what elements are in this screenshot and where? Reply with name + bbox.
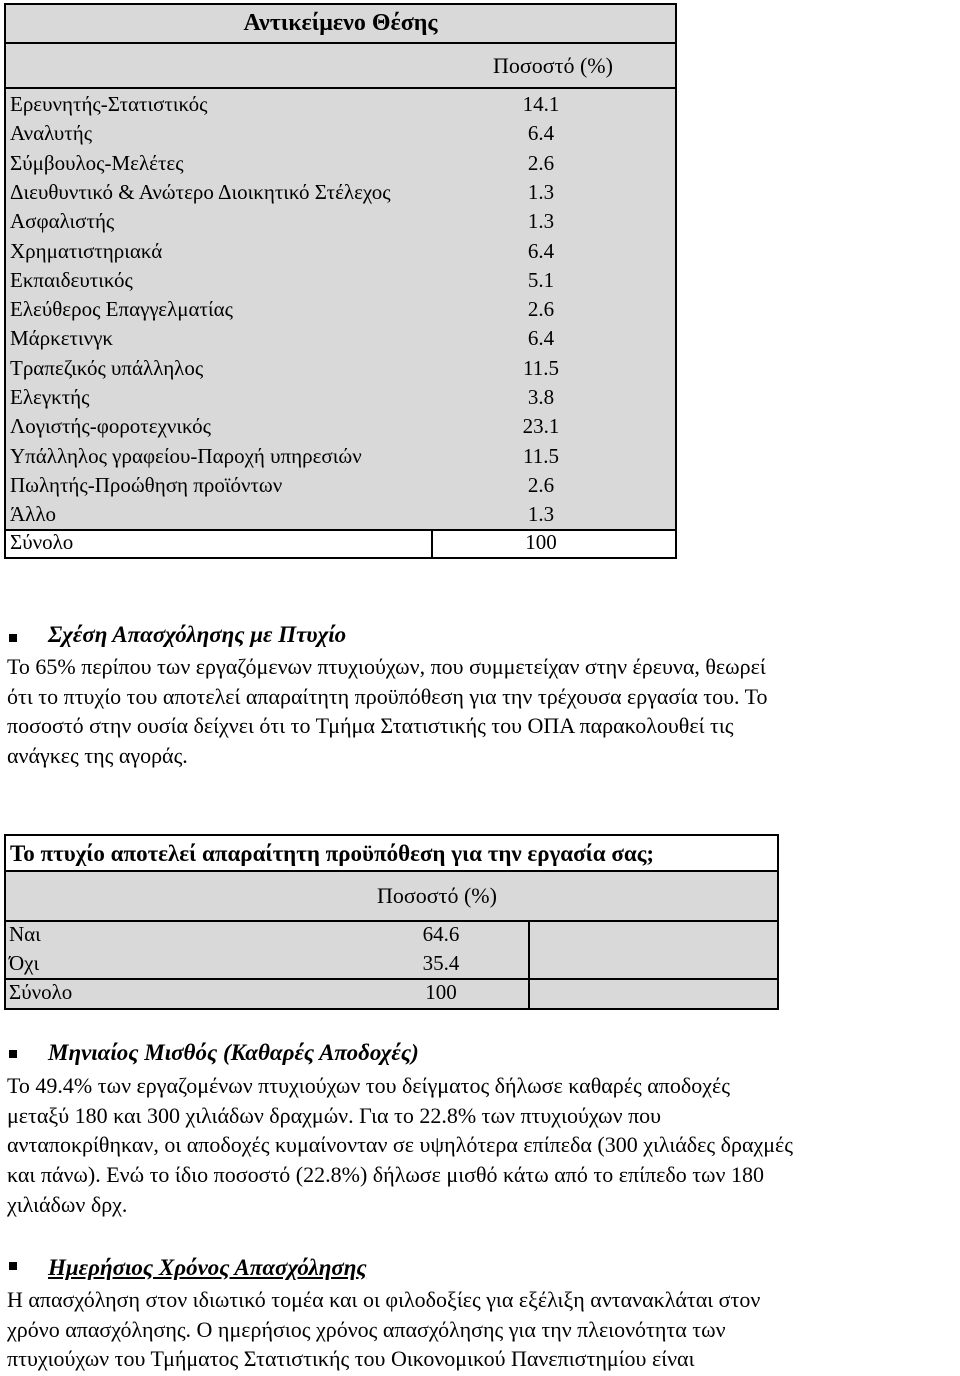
section-heading-daily-work-time: Ημερήσιος Χρόνος Απασχόλησης xyxy=(48,1255,367,1280)
total-column-divider xyxy=(528,922,530,1008)
table-row-label: Σύμβουλος-Μελέτες xyxy=(10,150,184,175)
total-label: Σύνολο xyxy=(10,530,74,554)
table-title: Το πτυχίο αποτελεί απαραίτητη προϋπόθεση για την εργασία σας; xyxy=(10,841,655,866)
section-heading-monthly-salary: Μηνιαίος Μισθός (Καθαρές Αποδοχές) xyxy=(48,1040,419,1065)
table-row-value: 2.6 xyxy=(527,297,555,322)
table-row-label: Υπάλληλος γραφείου-Παροχή υπηρεσιών xyxy=(10,443,362,468)
bullet-icon xyxy=(9,634,17,642)
paragraph-line: μεταξύ 180 και 300 χιλιάδων δραχμών. Για το 22.8% των πτυχιούχων που xyxy=(7,1102,662,1128)
table-row-value: 23.1 xyxy=(522,414,560,439)
table-row-value: 5.1 xyxy=(527,267,555,292)
paragraph-line: πτυχιούχων του Τμήματος Στατιστικής του Οικονομικού Πανεπιστημίου είναι xyxy=(7,1346,695,1372)
table-row-value: 6.4 xyxy=(527,121,555,146)
table-row-label: Ερευνητής-Στατιστικός xyxy=(10,92,208,116)
table-row-label: Χρηματιστηριακά xyxy=(10,238,163,263)
table-row-label: Εκπαιδευτικός xyxy=(10,267,133,292)
total-divider xyxy=(6,978,777,980)
table-row-label: Αναλυτής xyxy=(10,121,93,146)
column-header: Ποσοστό (%) xyxy=(377,883,497,908)
table-row-label: Άλλο xyxy=(10,502,57,527)
table-row-label: Διευθυντικό & Ανώτερο Διοικητικό Στέλεχος xyxy=(10,179,391,204)
table-row-value: 11.5 xyxy=(523,443,559,468)
table-position-subject xyxy=(4,3,677,559)
paragraph-line: Το 49.4% των εργαζομένων πτυχιούχων του δείγματος δήλωσε καθαρές αποδοχές xyxy=(7,1073,730,1098)
paragraph-line: ανάγκες της αγοράς. xyxy=(7,743,188,769)
table-row-label: Λογιστής-φοροτεχνικός xyxy=(10,414,211,439)
total-value: 100 xyxy=(425,980,457,1004)
table-row-label: Πωλητής-Προώθηση προϊόντων xyxy=(10,472,283,497)
paragraph-line: ποσοστό στην ουσία δείχνει ότι το Τμήμα Στατιστικής του ΟΠΑ παρακολουθεί τις xyxy=(7,713,734,739)
section-heading-degree-relation: Σχέση Απασχόλησης με Πτυχίο xyxy=(48,622,347,647)
table-header-area xyxy=(6,5,675,87)
table-title: Αντικείμενο Θέσης xyxy=(243,10,438,36)
header-divider xyxy=(6,920,777,922)
table-row-label: Μάρκετινγκ xyxy=(10,326,114,351)
table-row-label: Ελεύθερος Επαγγελματίας xyxy=(10,297,233,322)
table-row-label: Ελεγκτής xyxy=(10,385,90,409)
paragraph-line: ανταποκρίθηκαν, οι αποδοχές κυμαίνονταν σε υψηλότερα επίπεδα (300 χιλιάδες δραχμές xyxy=(7,1132,793,1158)
table-row-value: 6.4 xyxy=(527,326,555,351)
paragraph-line: και πάνω). Ενώ το ίδιο ποσοστό (22.8%) δήλωσε μισθό κάτω από το επίπεδο των 180 xyxy=(7,1162,764,1188)
paragraph-line: Η απασχόληση στον ιδιωτικό τομέα και οι φιλοδοξίες για εξέλιξη αντανακλάται στον xyxy=(7,1287,761,1312)
paragraph-line: ότι το πτυχίο του αποτελεί απαραίτητη προϋπόθεση για την τρέχουσα εργασία του. Το xyxy=(7,683,768,709)
table-row-value: 3.8 xyxy=(527,385,555,409)
paragraph-line: χιλιάδων δρχ. xyxy=(7,1191,128,1217)
table-row-label: Ναι xyxy=(9,922,41,946)
paragraph-line: Το 65% περίπου των εργαζόμενων πτυχιούχων, που συμμετείχαν στην έρευνα, θεωρεί xyxy=(7,654,766,679)
total-value: 100 xyxy=(525,530,557,554)
bullet-icon xyxy=(9,1262,17,1270)
table-row-label: Τραπεζικός υπάλληλος xyxy=(10,355,204,380)
title-divider xyxy=(6,42,675,44)
table-row-value: 2.6 xyxy=(527,472,555,497)
paragraph-line: χρόνο απασχόλησης. Ο ημερήσιος χρόνος απασχόλησης για την πλειονότητα των xyxy=(7,1316,726,1342)
bullet-icon xyxy=(9,1050,17,1058)
table-row-value: 35.4 xyxy=(422,951,460,975)
table-row-value: 1.3 xyxy=(527,209,555,234)
table-row-value: 2.6 xyxy=(527,150,555,175)
table-row-label: Όχι xyxy=(9,951,40,975)
table-row-value: 6.4 xyxy=(527,238,555,263)
table-degree-prerequisite xyxy=(4,834,779,1010)
total-column-divider xyxy=(431,529,433,557)
table-row-value: 1.3 xyxy=(527,502,555,527)
table-row-label: Ασφαλιστής xyxy=(10,209,115,234)
table-row-value: 1.3 xyxy=(527,179,555,204)
table-row-value: 14.1 xyxy=(522,92,560,116)
table-row-value: 11.5 xyxy=(523,355,559,380)
table-row-value: 64.6 xyxy=(422,922,460,946)
column-header: Ποσοστό (%) xyxy=(493,53,613,78)
total-label: Σύνολο xyxy=(9,980,73,1004)
